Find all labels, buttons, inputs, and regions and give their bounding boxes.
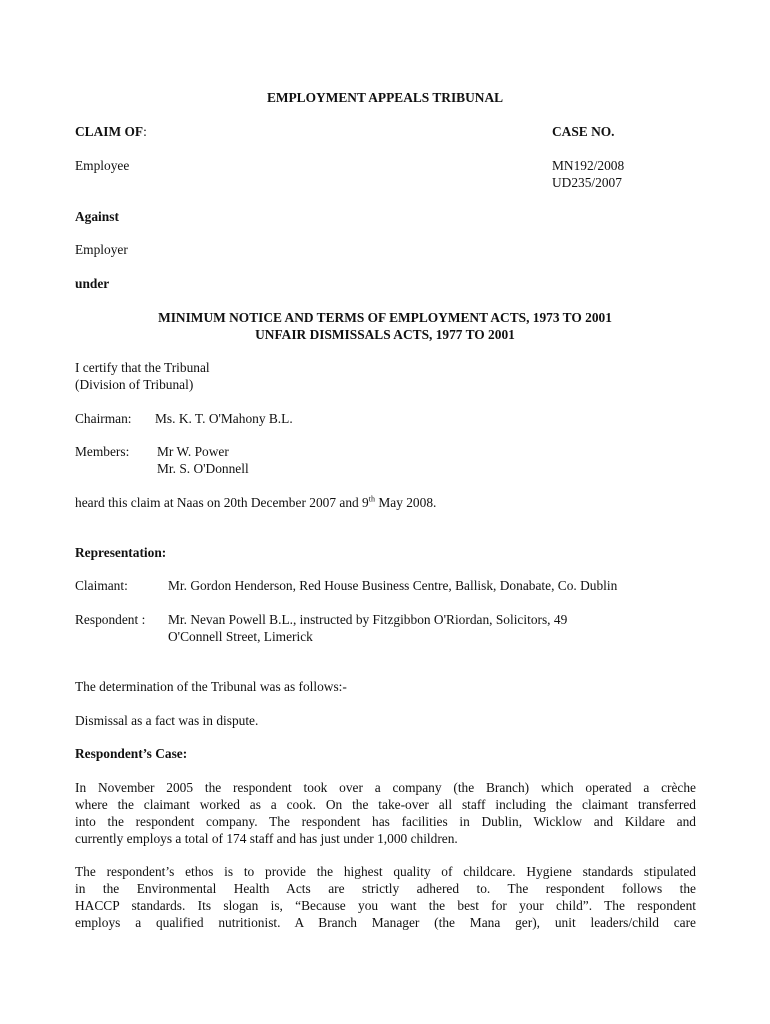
member-name-1: Mr W. Power [157, 444, 229, 459]
respondent-rep-label: Respondent : [75, 612, 146, 627]
respondent-rep-line-1: Mr. Nevan Powell B.L., instructed by Fitzgibbon O'Riordan, Solicitors, 49 [168, 612, 568, 627]
paragraph-2-line: The respondent’s ethos is to provide the highest quality of childcare. Hygiene standards stipulated [75, 864, 696, 879]
document-title: EMPLOYMENT APPEALS TRIBUNAL [266, 90, 504, 105]
heard-superscript: th [368, 494, 375, 504]
certify-line-1: I certify that the Tribunal [75, 360, 210, 375]
paragraph-1 [75, 779, 696, 847]
member-name-2: Mr. S. O'Donnell [157, 461, 249, 476]
dismissal-text: Dismissal as a fact was in dispute. [75, 713, 259, 728]
paragraph-2-line: employs a qualified nutritionist. A Branch Manager (the Mana ger), unit leaders/child care [75, 915, 696, 930]
paragraph-1-line: In November 2005 the respondent took over a company (the Branch) which operated a crèche [75, 780, 696, 795]
members-label: Members: [75, 444, 130, 459]
paragraph-2-line: in the Environmental Health Acts are strictly adhered to. The respondent follows the [75, 881, 696, 896]
claimant-rep-text: Mr. Gordon Henderson, Red House Business Centre, Ballisk, Donabate, Co. Dublin [168, 578, 618, 593]
heard-statement [75, 494, 436, 511]
claimant-rep-label: Claimant: [75, 578, 128, 593]
paragraph-2 [75, 863, 696, 931]
claimant-name: Employee [75, 158, 130, 173]
representation-heading: Representation: [75, 545, 167, 560]
claim-of-label [75, 123, 147, 140]
paragraph-2-line: HACCP standards. Its slogan is, “Because you want the best for your child”. The respondent [75, 898, 696, 913]
heard-text-after: May 2008. [375, 495, 437, 510]
chairman-name: Ms. K. T. O'Mahony B.L. [155, 411, 293, 426]
case-number-2: UD235/2007 [552, 175, 622, 190]
case-number-1: MN192/2008 [552, 158, 625, 173]
paragraph-1-line: currently employs a total of 174 staff and has just under 1,000 children. [75, 831, 458, 846]
under-label: under [75, 276, 110, 291]
respondent-name: Employer [75, 242, 128, 257]
paragraph-1-line: into the respondent company. The respondent has facilities in Dublin, Wicklow and Kildare and [75, 814, 696, 829]
respondents-case-heading: Respondent’s Case: [75, 746, 188, 761]
determination-text: The determination of the Tribunal was as follows:- [75, 679, 347, 694]
paragraph-1-line: where the claimant worked as a cook. On the take-over all staff including the claimant transferred [75, 797, 696, 812]
against-label: Against [75, 209, 119, 224]
heard-text-before: heard this claim at Naas on 20th December 2007 and 9 [75, 495, 369, 510]
certify-line-2: (Division of Tribunal) [75, 377, 194, 392]
act-line-1: MINIMUM NOTICE AND TERMS OF EMPLOYMENT ACTS, 1973 TO 2001 [158, 310, 612, 325]
chairman-label: Chairman: [75, 411, 132, 426]
claim-of-colon: : [143, 124, 147, 139]
respondent-rep-line-2: O'Connell Street, Limerick [168, 629, 313, 644]
claim-of-label-text: CLAIM OF [75, 124, 144, 139]
case-no-label: CASE NO. [552, 124, 615, 139]
act-line-2: UNFAIR DISMISSALS ACTS, 1977 TO 2001 [255, 327, 515, 342]
